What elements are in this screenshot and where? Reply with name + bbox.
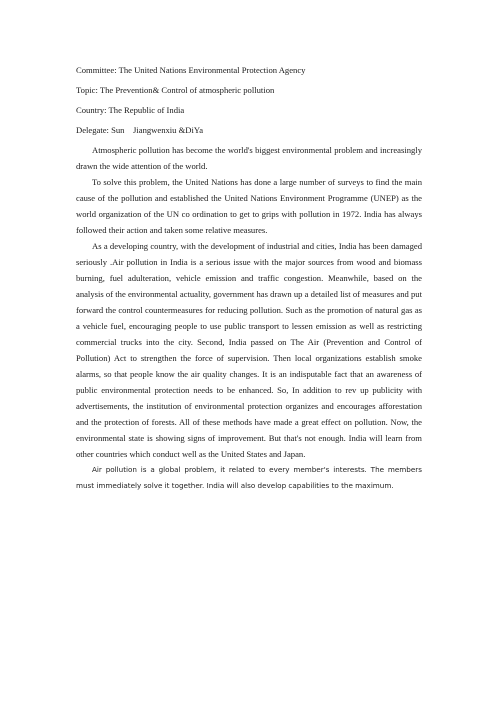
committee-line: Committee: The United Nations Environmental Protection Agency xyxy=(76,65,306,75)
country-line: Country: The Republic of India xyxy=(76,105,185,115)
delegate-line: Delegate: Sun Jiangwenxiu &DiYa xyxy=(76,125,204,135)
body-paragraph-2: To solve this problem, the United Nations has done a large number of surveys to find the main cause of the pollution and established the United Nations Environment Programme (UNEP) as the world organization of the UN co ordination to get to grips with pollution in 1972. India has always followed their action and taken some relative measures. xyxy=(76,177,422,235)
closing-paragraph: Air pollution is a global problem, it related to every member's interests. The members must immediately solve it together. India will also develop capabilities to the maximum. xyxy=(76,465,422,490)
document-content xyxy=(76,62,422,494)
topic-line: Topic: The Prevention& Control of atmospheric pollution xyxy=(76,85,275,95)
body-paragraph-1: Atmospheric pollution has become the world's biggest environmental problem and increasingly drawn the wide attention of the world. xyxy=(76,145,422,171)
body-paragraph-3: As a developing country, with the development of industrial and cities, India has been damaged seriously .Air pollution in India is a serious issue with the major sources from wood and biomass burning, fuel adulteration, vehicle emission and traffic congestion. Meanwhile, based on the analysis of the environmental actuality, government has drawn up a detailed list of measures and put forward the control countermeasures for reducing pollution. Such as the promotion of natural gas as a vehicle fuel, encouraging people to use public transport to lessen emission as well as restricting commercial trucks into the city. Second, India passed on The Air (Prevention and Control of Pollution) Act to strengthen the force of supervision. Then local organizations establish smoke alarms, so that people know the air quality changes. It is an indisputable fact that an awareness of public environmental protection needs to be enhanced. So, In addition to rev up publicity with advertisements, the institution of environmental protection organizes and encourages afforestation and the protection of forests. All of these methods have made a great effect on pollution. Now, the environmental state is showing signs of improvement. But that's not enough. India will learn from other countries which conduct well as the United States and Japan. xyxy=(76,241,422,459)
